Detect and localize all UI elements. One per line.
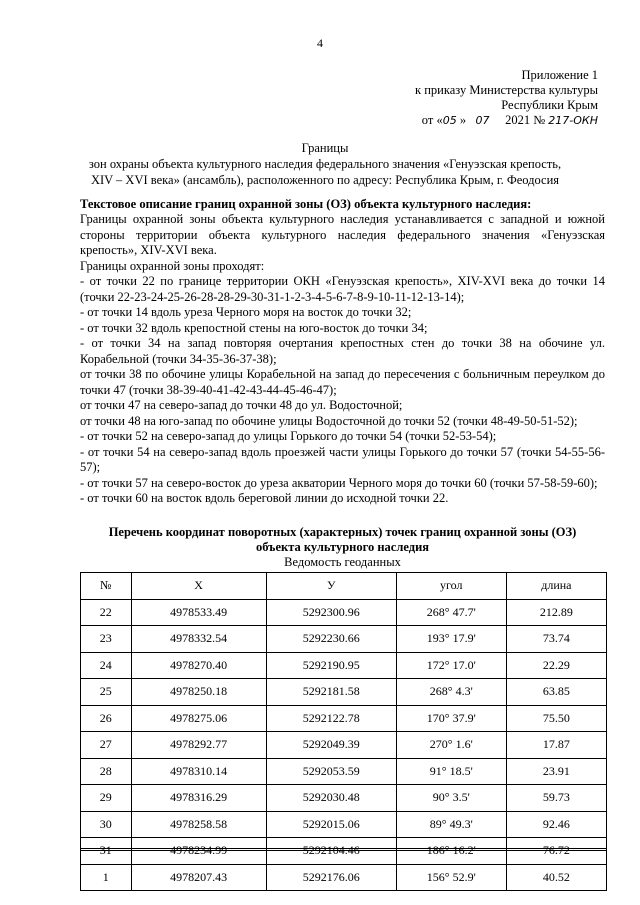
cell-y: 5292049.39 [266, 732, 396, 759]
cell-number: 29 [81, 785, 132, 812]
cell-y: 5292176.06 [266, 864, 396, 891]
description-paragraph: от точки 38 по обочине улицы Корабельной на запад до пересечения с больничным переулком до точки 47 (точки 38-39-40-41-42-43-44-45-46-47); [80, 367, 605, 397]
header-y: У [266, 573, 396, 600]
table-row [81, 811, 607, 838]
description-paragraph: от точки 48 на юго-запад по обочине улицы Водосточной до точки 52 (точки 48-49-50-51-52); [80, 413, 578, 428]
cell-x: 4978292.77 [131, 732, 266, 759]
description-paragraph: - от точки 54 на северо-запад вдоль проезжей части улицы Горького до точки 57 (точки 54-55-56-57); [80, 444, 605, 474]
header-number: № [81, 573, 132, 600]
cell-y: 5292053.59 [266, 758, 396, 785]
title-line-3: XIV – XVI века» (ансамбль), расположенного по адресу: Республика Крым, г. Феодосия [90, 173, 560, 187]
cell-number: 1 [81, 864, 132, 891]
description-paragraph: - от точки 34 на запад повторяя очертания крепостных стен до точки 38 на обочине ул. Корабельной (точки 34-35-36-37-38); [80, 336, 605, 366]
cell-number: 22 [81, 599, 132, 626]
description-paragraph: - от точки 22 по границе территории ОКН «Генуэзская крепость», XIV-XVI века до точки 14 (точки 22-23-24-25-26-28-28-29-30-31-1-2-3-4-5-6-7-8-9-10-11-12-13-14); [80, 274, 605, 304]
cell-number: 27 [81, 732, 132, 759]
appendix-ministry: Республики Крым [501, 98, 598, 112]
header-x: X [131, 573, 266, 600]
cell-x: 4978316.29 [131, 785, 266, 812]
page-number: 4 [317, 36, 323, 50]
cell-x: 4978332.54 [131, 626, 266, 653]
cell-length: 22.29 [506, 652, 606, 679]
cell-angle: 268° 4.3' [396, 679, 506, 706]
document-title [60, 140, 590, 188]
cell-x: 4978234.99 [131, 838, 266, 865]
appendix-order-ref: к приказу Министерства культуры [415, 83, 598, 97]
table-title-line-2: объекта культурного наследия [255, 540, 430, 554]
cell-x: 4978207.43 [131, 864, 266, 891]
table-row [81, 705, 607, 732]
date-day: 05 [442, 114, 457, 127]
cell-x: 4978310.14 [131, 758, 266, 785]
cell-x: 4978533.49 [131, 599, 266, 626]
cell-number: 24 [81, 652, 132, 679]
cell-y: 5292181.58 [266, 679, 396, 706]
coordinates-table [80, 572, 607, 891]
date-month: 07 [475, 114, 490, 127]
table-row [81, 599, 607, 626]
cell-y: 5292030.48 [266, 785, 396, 812]
table-row [81, 732, 607, 759]
description-paragraph: - от точки 57 на северо-восток до уреза акватории Черного моря до точки 60 (точки 57-58-59-60); [80, 475, 598, 490]
table-title-line-1: Перечень координат поворотных (характерных) точек границ охранной зоны (ОЗ) [108, 525, 577, 539]
cell-number: 25 [81, 679, 132, 706]
table-subtitle: Ведомость геоданных [284, 555, 401, 569]
cell-angle: 268° 47.7' [396, 599, 506, 626]
description-paragraph: - от точки 32 вдоль крепостной стены на юго-восток до точки 34; [80, 320, 428, 335]
appendix-block [415, 68, 598, 128]
appendix-date-line [415, 113, 598, 128]
cell-angle: 172° 17.0' [396, 652, 506, 679]
cell-length: 17.87 [506, 732, 606, 759]
description-paragraph: Границы охранной зоны проходят: [80, 258, 265, 273]
cell-number: 28 [81, 758, 132, 785]
header-length: длина [506, 573, 606, 600]
title-line-1: Границы [301, 141, 349, 155]
cell-x: 4978258.58 [131, 811, 266, 838]
cell-length: 59.73 [506, 785, 606, 812]
cell-number: 31 [81, 838, 132, 865]
cell-number: 26 [81, 705, 132, 732]
section-title: Текстовое описание границ охранной зоны (ОЗ) объекта культурного наследия: [80, 197, 532, 211]
cell-angle: 193° 17.9' [396, 626, 506, 653]
cell-number: 30 [81, 811, 132, 838]
title-line-2: зон охраны объекта культурного наследия федерального значения «Генуэзская крепость, [88, 157, 562, 171]
cell-angle: 90° 3.5' [396, 785, 506, 812]
cell-y: 5292190.95 [266, 652, 396, 679]
cell-x: 4978250.18 [131, 679, 266, 706]
table-bottom-border [80, 848, 607, 851]
cell-y: 5292104.46 [266, 838, 396, 865]
cell-angle: 156° 52.9' [396, 864, 506, 891]
date-mid: » [456, 113, 476, 127]
boundary-description [80, 212, 605, 507]
cell-length: 76.72 [506, 838, 606, 865]
table-header-row [81, 573, 607, 600]
table-row [81, 758, 607, 785]
cell-length: 63.85 [506, 679, 606, 706]
cell-length: 75.50 [506, 705, 606, 732]
description-paragraph: - от точки 52 на северо-запад до улицы Горького до точки 54 (точки 52-53-54); [80, 429, 497, 443]
order-number: 217-ОКН [548, 114, 598, 127]
table-row [81, 652, 607, 679]
cell-length: 40.52 [506, 864, 606, 891]
cell-y: 5292230.66 [266, 626, 396, 653]
table-row [81, 679, 607, 706]
description-paragraph: от точки 47 на северо-запад до точки 48 до ул. Водосточной; [80, 398, 403, 412]
date-year: 2021 № [505, 113, 546, 127]
description-paragraph: Границы охранной зоны объекта культурного наследия устанавливается с западной и южной стороны территории объекта культурного наследия федерального значения «Генуэзская крепость», XIV-XVI века. [80, 212, 605, 257]
cell-angle: 186° 16.2' [396, 838, 506, 865]
table-row [81, 785, 607, 812]
cell-length: 23.91 [506, 758, 606, 785]
cell-number: 23 [81, 626, 132, 653]
appendix-title: Приложение 1 [521, 68, 598, 82]
cell-angle: 91° 18.5' [396, 758, 506, 785]
cell-x: 4978275.06 [131, 705, 266, 732]
cell-x: 4978270.40 [131, 652, 266, 679]
table-title [80, 525, 605, 555]
header-angle: угол [396, 573, 506, 600]
description-paragraph: - от точки 14 вдоль уреза Черного моря на восток до точки 32; [80, 305, 412, 319]
cell-angle: 170° 37.9' [396, 705, 506, 732]
cell-angle: 89° 49.3' [396, 811, 506, 838]
cell-length: 73.74 [506, 626, 606, 653]
cell-angle: 270° 1.6' [396, 732, 506, 759]
table-row [81, 626, 607, 653]
table-row [81, 864, 607, 891]
cell-y: 5292300.96 [266, 599, 396, 626]
cell-y: 5292122.78 [266, 705, 396, 732]
description-paragraph: - от точки 60 на восток вдоль береговой линии до исходной точки 22. [80, 491, 449, 505]
cell-length: 212.89 [506, 599, 606, 626]
cell-length: 92.46 [506, 811, 606, 838]
cell-y: 5292015.06 [266, 811, 396, 838]
date-prefix: от « [421, 113, 443, 127]
